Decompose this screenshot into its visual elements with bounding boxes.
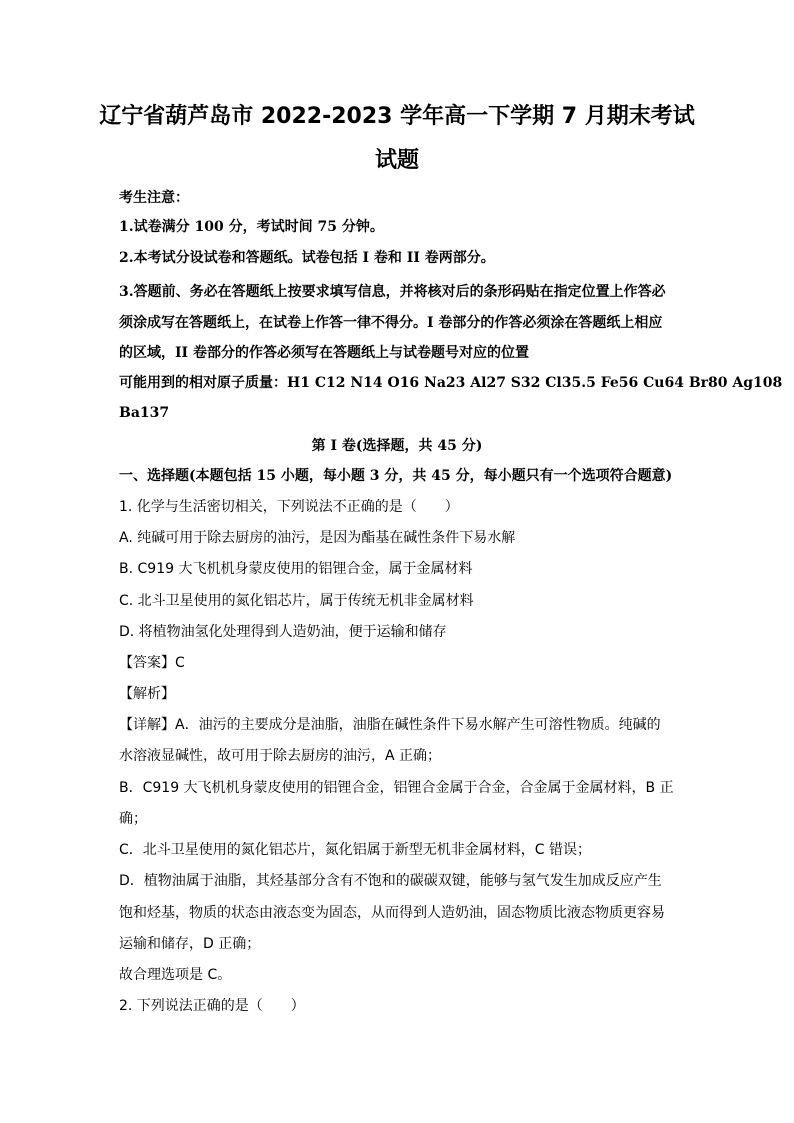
question-1-detail-line-7: 饱和烃基，物质的状态由液态变为固态，从而得到人造奶油，固态物质比液态物质更容易	[119, 905, 665, 921]
question-1-option-b: B. C919 大飞机机身蒙皮使用的铝锂合金，属于金属材料	[119, 561, 473, 577]
question-1-analysis-heading: 【解析】	[119, 686, 175, 702]
question-1-detail-line-5: C．北斗卫星使用的氮化铝芯片，氮化铝属于新型无机非金属材料，C 错误；	[119, 842, 591, 858]
notice-item-1: 1.试卷满分 100 分，考试时间 75 分钟。	[119, 219, 384, 235]
question-1-option-c: C. 北斗卫星使用的氮化铝芯片，属于传统无机非金属材料	[119, 593, 474, 609]
atomic-mass-line-1: 可能用到的相对原子质量：H1 C12 N14 O16 Na23 Al27 S32 Cl35.5 Fe56 Cu64 Br80 Ag108	[119, 375, 783, 391]
question-1-detail-line-4: 确；	[119, 811, 147, 827]
part-title: 一、选择题(本题包括 15 小题，每小题 3 分，共 45 分，每小题只有一个选项符合题意)	[119, 468, 673, 484]
question-1-option-a: A. 纯碱可用于除去厨房的油污，是因为酯基在碱性条件下易水解	[119, 530, 516, 546]
atomic-mass-line-2: Ba137	[119, 405, 170, 421]
volume-title: 第 I 卷(选择题，共 45 分)	[311, 438, 483, 454]
question-1-detail-line-6: D．植物油属于油脂，其烃基部分含有不饱和的碳碳双键，能够与氢气发生加成反应产生	[119, 873, 662, 889]
question-1-conclusion: 故合理选项是 C。	[119, 967, 232, 983]
notice-item-3-line-3: 的区域，II 卷部分的作答必须写在答题纸上与试卷题号对应的位置	[119, 345, 529, 361]
question-1-detail-line-8: 运输和储存，D 正确；	[119, 936, 261, 952]
page-title: 辽宁省葫芦岛市 2022-2023 学年高一下学期 7 月期末考试	[99, 104, 695, 129]
question-1-detail-line-3: B．C919 大飞机机身蒙皮使用的铝锂合金，铝锂合金属于合金，合金属于金属材料，B 正	[119, 780, 674, 796]
question-1-detail-line-2: 水溶液显碱性，故可用于除去厨房的油污，A 正确；	[119, 748, 442, 764]
notice-heading: 考生注意：	[119, 190, 189, 206]
question-1-detail-line-1: 【详解】A．油污的主要成分是油脂，油脂在碱性条件下易水解产生可溶性物质。纯碱的	[119, 717, 661, 733]
question-1-stem: 1. 化学与生活密切相关，下列说法不正确的是（ ）	[119, 499, 459, 515]
question-1-option-d: D. 将植物油氢化处理得到人造奶油，便于运输和储存	[119, 624, 447, 640]
notice-item-2: 2.本考试分设试卷和答题纸。试卷包括 I 卷和 II 卷两部分。	[119, 250, 495, 266]
question-2-stem: 2. 下列说法正确的是（ ）	[119, 998, 305, 1014]
page-title-continued: 试题	[374, 148, 419, 173]
notice-item-3-line-2: 须涂成写在答题纸上，在试卷上作答一律不得分。I 卷部分的作答必须涂在答题纸上相应	[119, 315, 663, 331]
notice-item-3-line-1: 3.答题前、务必在答题纸上按要求填写信息，并将核对后的条形码贴在指定位置上作答必	[119, 284, 666, 300]
question-1-answer: 【答案】C	[119, 655, 185, 671]
